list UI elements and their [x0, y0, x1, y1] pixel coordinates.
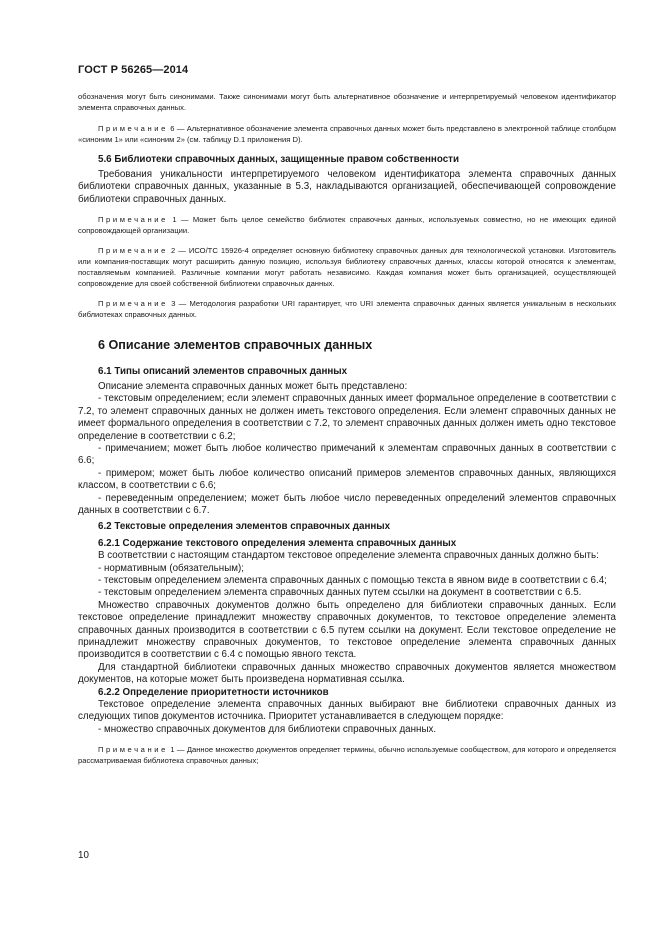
paragraph: Описание элемента справочных данных может быть представлено:	[98, 380, 408, 392]
page-number: 10	[78, 850, 89, 861]
paragraph: обозначения могут быть синонимами. Также синонимами могут быть альтернативное обозначение и интерпретируемый человеком идентификатор элемента справочных данных.	[78, 92, 616, 112]
document-header: ГОСТ Р 56265—2014	[78, 64, 189, 76]
paragraph: Текстовое определение элемента справочных данных выбирают вне библиотеки справочных данных из следующих типов документов источника. Приоритет устанавливается в следующем порядке:	[78, 699, 616, 723]
paragraph: Требования уникальности интерпретируемого человеком идентификатора элемента справочных данных библиотеки справочных данных, указанные в 5.3, накладываются организацией, обеспечивающей сопровождение библиотеки справочных данных.	[78, 169, 616, 205]
list-item: - текстовым определением; если элемент справочных данных имеет формальное определение в соответствии с 7.2, то элемент справочных данных не должен иметь текстового определения. Если элемент справочных данных не имеет формального определения в соответствии с 7.2, то элемент справочных данных должен иметь одно текстовое определение в соответствии с 6.2;	[78, 393, 616, 442]
note-text: 6 — Альтернативное обозначение элемента справочных данных может быть представлено в электронной таблице столбцом «синоним 1» или «синоним 2» (см. таблицу D.1 приложения D).	[78, 123, 616, 144]
note-text: 3 — Методология разработки URI гарантирует, что URI элемента справочных данных является уникальным в нескольких библиотеках справочных данных.	[78, 298, 616, 319]
subsection-heading: 6.2.1 Содержание текстового определения элемента справочных данных	[98, 537, 457, 549]
note	[78, 745, 616, 767]
subsection-heading: 6.2.2 Определение приоритетности источников	[98, 686, 329, 698]
paragraph: Для стандартной библиотеки справочных данных множество справочных документов является множеством документов, на которые может быть произведена нормативная ссылка.	[78, 661, 616, 686]
section-heading: 6.1 Типы описаний элементов справочных данных	[98, 365, 348, 377]
list-item: - текстовым определением элемента справочных данных путем ссылки на документ в соответствии с 6.5.	[98, 587, 582, 599]
section-heading: 6.2 Текстовые определения элементов справочных данных	[98, 521, 391, 533]
note-keyword: Примечание	[98, 246, 168, 256]
chapter-heading: 6 Описание элементов справочных данных	[98, 337, 373, 352]
list-item: - примечанием; может быть любое количество примечаний к элементам справочных данных в соответствии с 6.6;	[78, 442, 616, 467]
note-text: 1 — Может быть целое семейство библиотек справочных данных, используемых совместно, но не имеющих единой сопровождающей организации.	[78, 215, 616, 236]
list-item: - нормативным (обязательным);	[98, 562, 244, 574]
note	[78, 246, 616, 290]
list-item: - текстовым определением элемента справочных данных с помощью текста в явном виде в соответствии с 6.4;	[98, 575, 607, 586]
note-keyword: Примечание	[98, 215, 168, 225]
note-text: 1 — Данное множество документов определяет термины, обычно используемые сообществом, для которого и определяется рассматриваемая библиотека справочных данных;	[78, 745, 616, 766]
list-item: - примером; может быть любое количество описаний примеров элементов справочных данных, являющихся классом, в соответствии с 6.6;	[78, 467, 616, 492]
list-item: - множество справочных документов для библиотеки справочных данных.	[98, 723, 437, 735]
note-keyword: Примечание	[98, 123, 168, 133]
note	[78, 215, 616, 237]
note	[78, 124, 616, 146]
note-text: 2 — ИСО/ТС 15926-4 определяет основную библиотеку справочных данных для технологической установки. Изготовитель или компания-поставщик могут расширить данную позицию, используя библиотеку справочных данных, классы которой относятся к элементам, поставляемым компанией. Различные компании могут работать независимо. Каждая компания может быть организацией, осуществляющей сопровождение для своей собственной библиотеки справочных данных.	[78, 246, 616, 288]
list-item: - переведенным определением; может быть любое число переведенных определений элементов справочных данных в соответствии с 6.7.	[78, 492, 616, 516]
note-keyword: Примечание	[98, 745, 168, 755]
section-heading: 5.6 Библиотеки справочных данных, защищенные правом собственности	[98, 153, 459, 165]
note	[78, 299, 616, 321]
note-keyword: Примечание	[98, 298, 168, 308]
page-content	[78, 92, 616, 767]
paragraph: В соответствии с настоящим стандартом текстовое определение элемента справочных данных должно быть:	[98, 550, 599, 562]
paragraph: Множество справочных документов должно быть определено для библиотеки справочных данных. Если текстовое определение принадлежит множеству справочных документов, то текстовое определение элемента справочных данных производится в соответствии с 6.5 путем ссылки на документ. Если текстовое определение не принадлежит множеству справочных документов, то текстовое определение элемента справочных данных производится в соответствии с 6.4 с помощью явного текста.	[78, 599, 616, 661]
